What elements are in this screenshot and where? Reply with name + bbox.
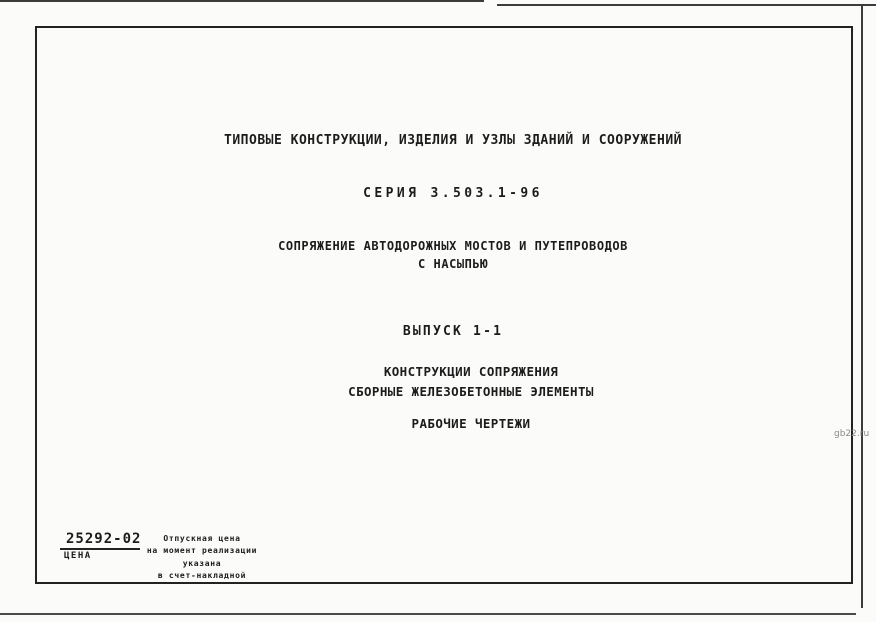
series-number: СЕРИЯ 3.503.1-96 <box>363 186 543 201</box>
subject-title-line2: С НАСЫПЬЮ <box>418 257 488 271</box>
price-underline <box>60 548 140 550</box>
content-title-line1: КОНСТРУКЦИИ СОПРЯЖЕНИЯ <box>383 364 559 379</box>
price-note-line2: на момент реализации <box>146 546 258 556</box>
price-note-line4: в счет-накладной <box>157 570 247 580</box>
site-watermark: gb22.ru <box>834 429 870 439</box>
subject-title-line1: СОПРЯЖЕНИЕ АВТОДОРОЖНЫХ МОСТОВ И ПУТЕПРОВОДОВ <box>278 239 628 253</box>
content-title-line2: СБОРНЫЕ ЖЕЛЕЗОБЕТОННЫЕ ЭЛЕМЕНТЫ <box>348 384 594 399</box>
outer-bottom-line <box>0 613 856 615</box>
price-note <box>143 533 261 582</box>
price-label: ЦЕНА <box>64 551 92 561</box>
price-code: 25292-02 <box>66 531 142 547</box>
document-header: ТИПОВЫЕ КОНСТРУКЦИИ, ИЗДЕЛИЯ И УЗЛЫ ЗДАНИЙ И СООРУЖЕНИЙ <box>224 133 682 148</box>
issue-number: ВЫПУСК 1-1 <box>402 324 504 339</box>
outer-top-line-left-segment <box>0 0 484 2</box>
outer-top-line-right-segment <box>497 4 876 6</box>
outer-right-line <box>861 5 863 608</box>
price-note-line1: Отпускная цена <box>163 534 241 543</box>
page-border-frame <box>35 26 853 584</box>
price-note-line3: указана <box>182 558 222 568</box>
document-type-title: РАБОЧИЕ ЧЕРТЕЖИ <box>411 416 531 431</box>
